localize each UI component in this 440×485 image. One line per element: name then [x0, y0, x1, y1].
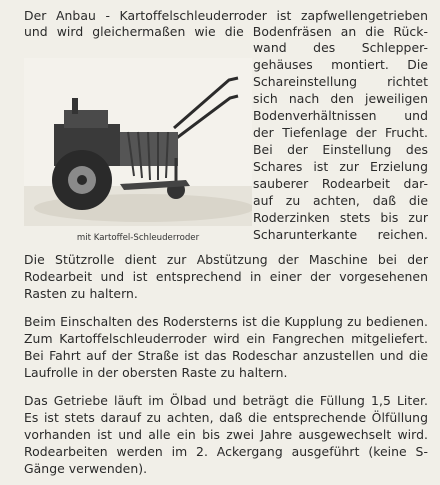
text-line: auf zu achten, daß die [253, 193, 428, 208]
text-line: Zum Kartoffelschleuderroder wird ein Fangrechen mitgeliefert. [24, 331, 428, 346]
text-line: Beim Einschalten des Rodersterns ist die Kupplung zu bedienen. [24, 314, 428, 329]
text-line: wand des Schlepper- [253, 40, 428, 55]
text-line: Es ist stets darauf zu achten, daß die entsprechende Ölfüllung [24, 410, 428, 425]
wheel-axle [77, 175, 87, 185]
text-line: Roderzinken stets bis zur [253, 210, 428, 225]
text-line: Bodenverhältnissen und [253, 108, 428, 123]
photo-caption: mit Kartoffel-Schleuderroder [76, 233, 200, 243]
handlebar-upper [174, 78, 238, 128]
tractor-photo [24, 58, 252, 226]
fuel-tank [64, 110, 108, 128]
text-line: Bei Fahrt auf der Straße ist das Rodeschar anzustellen und die [24, 348, 428, 363]
text-line: Die Stützrolle dient zur Abstützung der Maschine bei der [24, 252, 428, 267]
text-line: Der Anbau - Kartoffelschleuderroder ist zapfwellengetrieben [24, 8, 428, 23]
text-line: sich nach den jeweiligen [253, 91, 428, 106]
text-line: Schareinstellung richtet [253, 74, 428, 89]
text-line: Bei der Einstellung des [253, 142, 428, 157]
text-line: Rasten zu haltern. [24, 286, 138, 301]
tractor-illustration [24, 58, 252, 226]
text-line: der Tiefenlage der Frucht. [253, 125, 428, 140]
text-line: und wird gleichermaßen wie die Bodenfräsen an die Rück- [24, 24, 428, 39]
text-line: Das Getriebe läuft im Ölbad und beträgt die Füllung 1,5 Liter. [24, 393, 428, 408]
text-line: sauberer Rodearbeit dar- [253, 176, 428, 191]
text-line: Rodearbeiten werden im 2. Ackergang ausgeführt (keine S- [24, 444, 428, 459]
text-line: Scharunterkante reichen. [253, 227, 428, 242]
text-line: vorhanden ist und alle ein bis zwei Jahre ausgewechselt wird. [24, 427, 428, 442]
text-line: Gänge verwenden). [24, 461, 148, 476]
exhaust-pipe [72, 98, 78, 114]
text-line: Laufrolle in der obersten Raste zu haltern. [24, 365, 288, 380]
text-line: gehäuses montiert. Die [253, 57, 428, 72]
text-line: Schares ist zur Erzielung [253, 159, 428, 174]
text-line: Rodearbeit und ist entsprechend in einer der vorgesehenen [24, 269, 428, 284]
